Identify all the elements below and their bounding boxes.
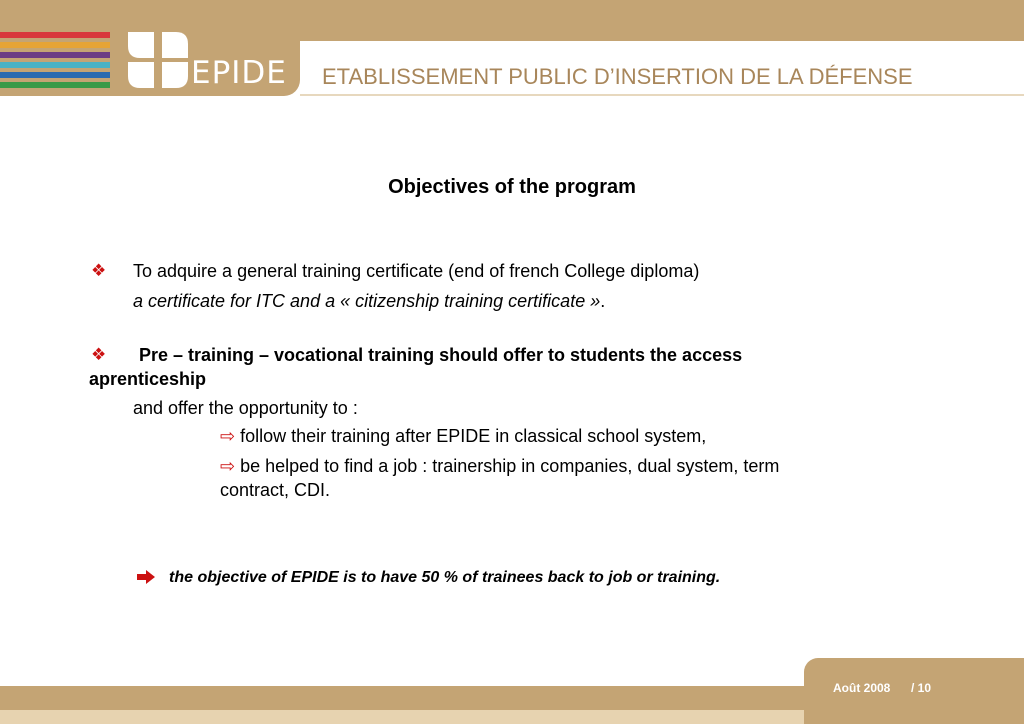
bullet1-period: . bbox=[600, 291, 606, 311]
footer-date: Août 2008 bbox=[833, 681, 891, 695]
stripe-cyan bbox=[0, 62, 110, 68]
arrow-right-outline-icon: ⇨ bbox=[220, 426, 236, 446]
header-title: ETABLISSEMENT PUBLIC D’INSERTION DE LA DÉFENSE bbox=[322, 64, 913, 89]
logo-panel bbox=[0, 0, 300, 96]
diamond-bullet-icon: ❖ bbox=[91, 345, 107, 364]
epide-logo-icon bbox=[126, 30, 190, 90]
sub-item-2 bbox=[220, 455, 779, 477]
stripe-blue bbox=[0, 72, 110, 78]
bullet2-subtext: and offer the opportunity to : bbox=[133, 398, 358, 418]
diamond-bullet-icon: ❖ bbox=[91, 261, 107, 280]
sub-item-2-cont: contract, CDI. bbox=[220, 480, 331, 500]
stripe-purple bbox=[0, 52, 110, 58]
bullet2-text-cont: aprenticeship bbox=[89, 369, 207, 389]
logo-wordmark: EPIDE bbox=[191, 55, 287, 91]
bullet1-italic-text: a certificate for ITC and a « citizenship training certificate » bbox=[133, 291, 601, 311]
sub-item-2-text: be helped to find a job : trainership in companies, dual system, term bbox=[240, 456, 780, 476]
page-number: / 10 bbox=[911, 681, 932, 695]
sub-item-1-text: follow their training after EPIDE in classical school system, bbox=[240, 426, 707, 446]
stripe-orange bbox=[0, 42, 110, 48]
bullet2-text: Pre – training – vocational training should offer to students the access bbox=[139, 345, 743, 365]
header-divider bbox=[300, 94, 1024, 96]
bullet1-subtext bbox=[133, 290, 605, 312]
arrow-right-bold-icon bbox=[136, 569, 156, 585]
bullet1-text: To adquire a general training certificate (end of french College diploma) bbox=[133, 261, 700, 281]
sub-item-1 bbox=[220, 425, 706, 447]
conclusion-text: the objective of EPIDE is to have 50 % of trainees back to job or training. bbox=[169, 569, 721, 586]
arrow-right-outline-icon: ⇨ bbox=[220, 456, 236, 476]
stripe-red bbox=[0, 32, 110, 38]
slide-title: Objectives of the program bbox=[388, 176, 636, 198]
stripe-green bbox=[0, 82, 110, 88]
